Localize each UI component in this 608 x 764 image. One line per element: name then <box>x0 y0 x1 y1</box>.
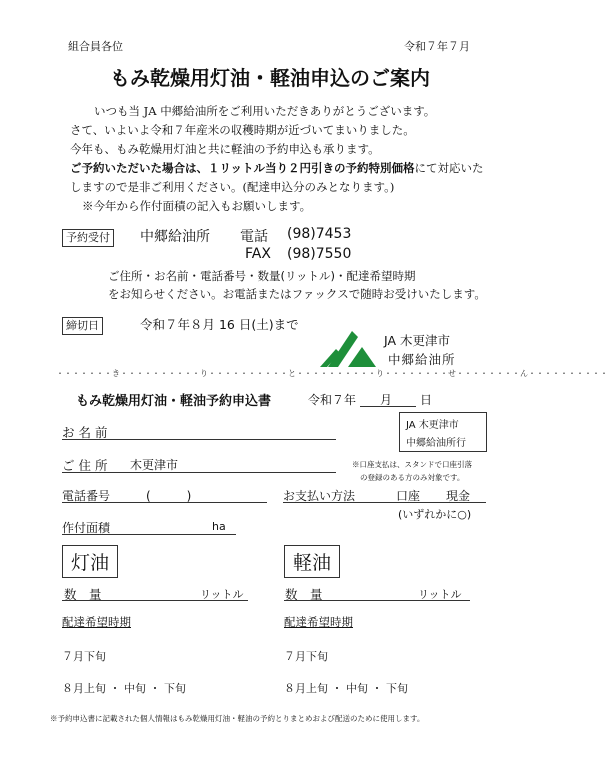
logo-org: JA 木更津市 <box>384 333 450 348</box>
fax-number: (98)7550 <box>287 246 352 262</box>
reservation-note-2: をお知らせください。お電話またはファックスで随時お受けいたします。 <box>108 287 486 301</box>
station-name: 中郷給油所 <box>140 229 210 245</box>
intro-line-2: さて、いよいよ令和７年産米の収穫時期が近づいてまいりました。 <box>70 123 415 137</box>
name-label: お 名 前 <box>62 425 108 440</box>
payment-account-option[interactable]: 口座 <box>396 489 421 503</box>
form-month-label: 月 <box>380 393 393 407</box>
phone-label: 電話番号 <box>62 489 111 503</box>
form-title: もみ乾燥用灯油・軽油予約申込書 <box>76 394 272 409</box>
name-field[interactable] <box>62 439 336 440</box>
diesel-qty-label: 数 量 <box>285 587 323 602</box>
fax-label: FAX <box>245 246 271 262</box>
address-value: 木更津市 <box>130 458 179 472</box>
addressee-branch: 中郷給油所行 <box>406 438 466 449</box>
recipient: 組合員各位 <box>68 40 123 53</box>
account-note-1: ※口座支払は、スタンドで口座引落 <box>352 460 472 469</box>
kerosene-qty-field[interactable] <box>62 600 248 601</box>
intro-line-3: 今年も、もみ乾燥用灯油と共に軽油の予約申込も承ります。 <box>70 142 380 156</box>
issue-date: 令和７年７月 <box>404 40 470 53</box>
ja-logo-icon <box>318 327 378 369</box>
logo-branch: 中郷給油所 <box>388 352 456 367</box>
diesel-qty-unit: リットル <box>418 588 462 601</box>
payment-label: お支払い方法 <box>283 489 356 503</box>
payment-cash-option[interactable]: 現金 <box>446 489 471 503</box>
deadline-text: 令和７年８月 16 日(土)まで <box>140 317 299 332</box>
page-title: もみ乾燥用灯油・軽油申込のご案内 <box>110 66 430 90</box>
diesel-delivery-label: 配達希望時期 <box>284 615 353 629</box>
diesel-period-august[interactable]: ８月上旬 ・ 中旬 ・ 下旬 <box>284 682 408 695</box>
kerosene-qty-label: 数 量 <box>64 587 102 602</box>
tel-label: 電話 <box>240 229 268 245</box>
discount-highlight: ご予約いただいた場合は、１リットル当り２円引きの予約特別価格 <box>70 161 415 175</box>
payment-note: (いずれかに○) <box>398 508 472 521</box>
area-label: 作付面積 <box>62 521 111 535</box>
kerosene-period-august[interactable]: ８月上旬 ・ 中旬 ・ 下旬 <box>62 682 186 695</box>
diesel-qty-field[interactable] <box>284 600 470 601</box>
address-label: ご 住 所 <box>62 458 108 473</box>
reservation-label: 予約受付 <box>62 229 114 247</box>
form-day-label: 日 <box>420 393 433 407</box>
account-note-2: の登録のある方のみ対象です。 <box>360 473 465 482</box>
reservation-note-1: ご住所・お名前・電話番号・数量(リットル)・配達希望時期 <box>108 269 416 283</box>
intro-line-4 <box>70 160 484 176</box>
cut-line: ・・・・・・・き・・・・・・・・・・り・・・・・・・・・・と・・・・・・・・・・り・・・・・・・・せ・・・・・・・・ん・・・・・・・・・・ <box>56 369 608 378</box>
payment-underline <box>283 502 486 503</box>
area-field[interactable] <box>62 534 236 535</box>
privacy-footer: ※予約申込書に記載された個人情報はもみ乾燥用灯油・軽油の予約とりまとめおよび配送のために使用します。 <box>50 714 425 723</box>
kerosene-period-late-july[interactable]: ７月下旬 <box>62 650 106 663</box>
area-unit: ha <box>212 520 226 533</box>
diesel-heading: 軽油 <box>284 545 340 578</box>
phone-field[interactable] <box>62 502 267 503</box>
addressee-box <box>399 412 487 452</box>
form-date-prefix: 令和７年 <box>308 393 357 407</box>
tel-number: (98)7453 <box>287 226 352 242</box>
kerosene-heading: 灯油 <box>62 545 118 578</box>
kerosene-delivery-label: 配達希望時期 <box>62 615 131 629</box>
intro-note: ※今年から作付面積の記入もお願いします。 <box>82 199 312 213</box>
intro-line-4-rest: にて対応いた <box>414 161 484 175</box>
deadline-label: 締切日 <box>62 317 103 335</box>
addressee-org: JA 木更津市 <box>406 420 459 431</box>
intro-line-5: しますので是非ご利用ください。(配達申込分のみとなります。) <box>70 180 395 194</box>
diesel-period-late-july[interactable]: ７月下旬 <box>284 650 328 663</box>
intro-line-1: いつも当 JA 中郷給油所をご利用いただきありがとうございます。 <box>94 104 436 118</box>
phone-parens: ( ) <box>146 489 192 503</box>
address-field[interactable] <box>62 472 336 473</box>
kerosene-qty-unit: リットル <box>200 588 244 601</box>
